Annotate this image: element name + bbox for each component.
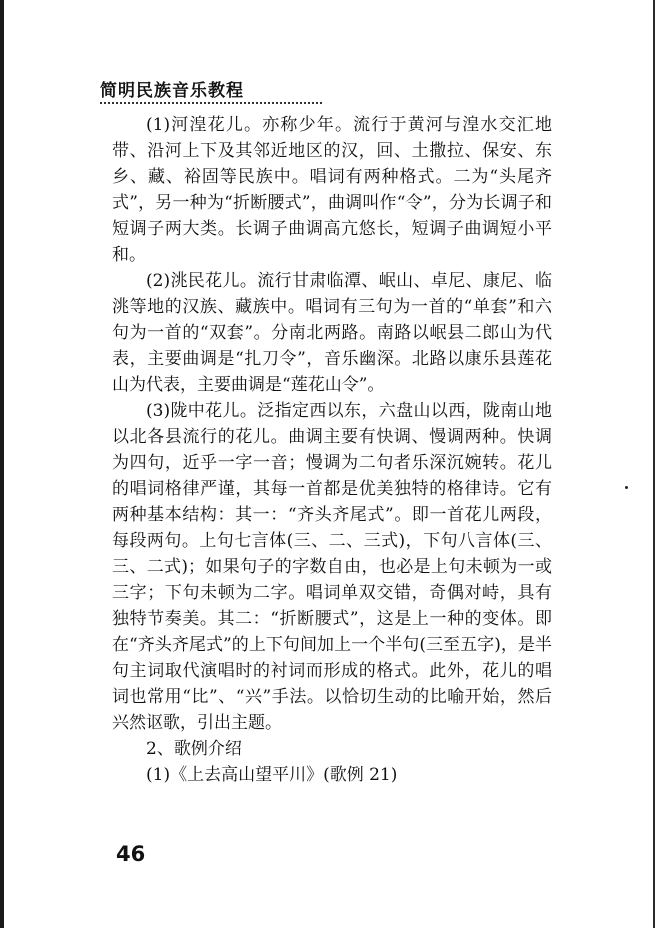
paragraph-hehuang-huaer: (1)河湟花儿。亦称少年。流行于黄河与湟水交汇地带、沿河上下及其邻近地区的汉，回、土撒拉、保安、东乡、藏、裕固等民族中。唱词有两种格式。二为“头尾齐式”，另一种为“折断腰式”，曲调叫作“令”，分为长调子和短调子两大类。长调子曲调高亢悠长，短调子曲调短小平和。: [112, 115, 552, 265]
running-header-title: 简明民族音乐教程: [100, 81, 244, 101]
paragraph-taomin-huaer: (2)洮民花儿。流行甘肃临潭、岷山、卓尼、康尼、临洮等地的汉族、藏族中。唱词有三句为一首的“单套”和六句为一首的“双套”。分南北两路。南路以岷县二郎山为代表，主要曲调是“扎刀令”，音乐幽深。北路以康乐县莲花山为代表，主要曲调是“莲花山令”。: [112, 271, 552, 395]
body-text: [112, 112, 552, 788]
section-heading: 2、歌例介绍: [146, 739, 242, 759]
page-number: 46: [116, 842, 146, 866]
scan-border-left: [0, 0, 4, 928]
scan-speck: [625, 486, 628, 489]
header-dotted-rule: [100, 102, 322, 104]
example-item: (1)《上去高山望平川》(歌例 21): [146, 765, 398, 785]
paragraph-longzhong-huaer: (3)陇中花儿。泛指定西以东，六盘山以西，陇南山地以北各县流行的花儿。曲调主要有快调、慢调两种。快调为四句，近乎一字一音；慢调为二句者乐深沉婉转。花儿的唱词格律严谨，其每一首都是优美独特的格律诗。它有两种基本结构：其一：“齐头齐尾式”。即一首花儿两段，每段两句。上句七言体(三、二、三式)，下句八言体(三、三、二式)；如果句子的字数自由，也必是上句未顿为一或三字；下句未顿为二字。唱词单双交错，奇偶对峙，具有独特节奏美。其二：“折断腰式”，这是上一种的变体。即在“齐头齐尾式”的上下句间加上一个半句(三至五字)，是半句主词取代演唱时的衬词而形成的格式。此外，花儿的唱词也常用“比”、“兴”手法。以恰切生动的比喻开始，然后兴然讴歌，引出主题。: [112, 401, 552, 733]
